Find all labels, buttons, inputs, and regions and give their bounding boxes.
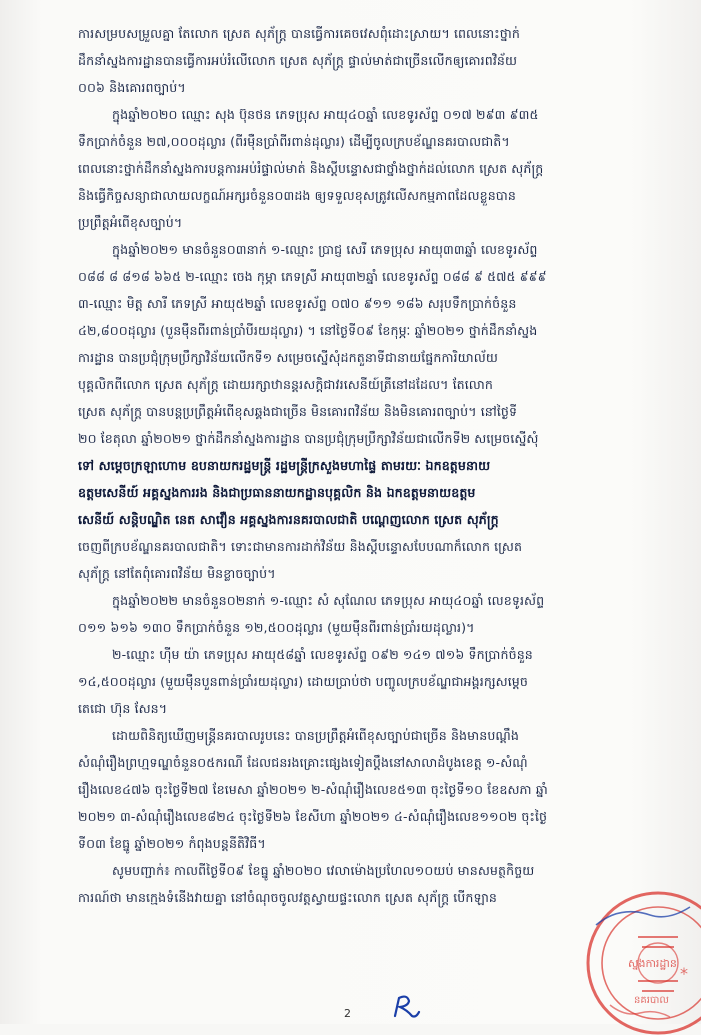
document-line: ក្នុងឆ្នាំ២០២១ មានចំនួន០៣នាក់ ១-ឈ្មោះ ប្រាជ្ញ សេរី ភេទប្រុស អាយុ៣៣ឆ្នាំ លេខទូរស័ព្ទ: [112, 242, 538, 257]
document-line: ០០៦ និងគោរពច្បាប់។: [78, 80, 186, 95]
document-line: ទី០៣ ខែធ្នូ ឆ្នាំ២០២១ កំពុងបន្តនីតិវិធី។: [78, 836, 266, 851]
signature-initial: [391, 992, 421, 1020]
document-line: ២០២១ ៣-សំណុំរឿងលេខ៨២៤ ចុះថ្ងៃទី២៦ ខែសីហា ឆ្នាំ២០២១ ៤-សំណុំរឿងលេខ១១០២ ចុះថ្ងៃ: [78, 809, 548, 824]
seal-text-top: ស្នងការដ្ឋាន: [628, 957, 677, 970]
document-line: សុភ័ក្រ្ត នៅតែពុំគោរពវិន័យ មិនខ្លាចច្បាប់។: [78, 566, 276, 581]
document-line: រឿងលេខ៤៧៦ ចុះថ្ងៃទី២៧ ខែមេសា ឆ្នាំ២០២១ ២-សំណុំរឿងលេខ៥១៣ ចុះថ្ងៃទី១០ ខែឧសភា ឆ្នាំ: [78, 782, 548, 797]
document-line: តេជោ ហ៊ុន សែន។: [78, 701, 168, 716]
document-line: ទឹកប្រាក់ចំនួន ២៧,០០០ដុល្លារ (ពីរម៉ឺនប្រាំពីរពាន់ដុល្លារ) ដើម្បីចូលក្របខ័ណ្ឌនគរបាលជាតិ។: [78, 134, 510, 149]
document-line: ក្នុងឆ្នាំ២០២០ ឈ្មោះ សុង ប៊ុនថន ភេទប្រុស អាយុ៤០ឆ្នាំ លេខទូរស័ព្ទ ០១៧ ២៩៣ ៩៣៥: [112, 107, 539, 122]
document-line: ពេលនោះថ្នាក់ដឹកនាំស្នងការបន្តការអប់រំផ្ទាល់មាត់ និងស្តីបន្ទោសជាថ្នាំងថ្នាក់ដល់លោក ស្រេត សុភ័ក្រ្ត: [78, 161, 544, 176]
document-line: សេនីយ៍ សន្តិបណ្ឌិត នេត សាវឿន អគ្គស្នងការនគរបាលជាតិ បណ្តេញលោក ស្រេត សុភ័ក្រ្ត: [78, 512, 499, 527]
svg-text:*: *: [680, 964, 688, 983]
document-line: ដោយពិនិត្យឃើញមន្ត្រីនគរបាលរូបនេះ បានប្រព្រឹត្តអំពើខុសច្បាប់ជាច្រើន និងមានបណ្តឹង: [112, 728, 519, 743]
document-line: ០៨៨ ៨ ៨១៨ ៦៦៥ ២-ឈ្មោះ ចេង កុម្ភា ភេទស្រី អាយុ៣២ឆ្នាំ លេខទូរស័ព្ទ ០៨៨ ៩ ៥៧៥ ៩៩៩: [78, 269, 547, 284]
document-line: ១៤,៥០០ដុល្លារ (មួយម៉ឺនបួនពាន់ប្រាំរយដុល្លារ) ដោយប្រាប់ថា បញ្ចូលក្របខ័ណ្ឌជាអង្គរក្សសម្តេច: [78, 674, 528, 689]
document-line: ទៅ សម្តេចក្រឡាហោម ឧបនាយករដ្ឋមន្ត្រី រដ្ឋមន្ត្រីក្រសួងមហាផ្ទៃ តាមរយៈ ឯកឧត្តមនាយ: [78, 458, 491, 473]
document-line: សំណុំរឿងព្រហ្មទណ្ឌចំនួន០៥ករណី ដែលជនរងគ្រោះផ្សេងទៀតប្តឹងនៅសាលាដំបូងខេត្ត ១-សំណុំ: [78, 755, 528, 770]
page-number: 2: [344, 1007, 351, 1020]
document-line: និងធ្វើកិច្ចសន្យាជាលាយលក្ខណ៍អក្សរចំនួន០៣ដង ឲ្យទទួលខុសត្រូវលើសកម្មភាពដែលខ្លួនបាន: [78, 188, 516, 203]
document-line: ប្រព្រឹត្តអំពើខុសច្បាប់។: [78, 215, 183, 230]
seal-text-bottom: នគរបាល: [634, 995, 669, 1006]
document-line: ក្នុងឆ្នាំ២០២២ មានចំនួន០២នាក់ ១-ឈ្មោះ សំ សុណែល ភេទប្រុស អាយុ៤០ឆ្នាំ លេខទូរស័ព្ទ: [112, 593, 545, 608]
document-line: ដឹកនាំស្នងការដ្ឋានបានធ្វើការអប់រំលើលោក ស្រេត សុភ័ក្រ្ត ផ្ទាល់មាត់ជាច្រើនលើកឲ្យគោរពវិន័យ: [78, 53, 518, 68]
document-line: ០១១ ៦១៦ ១៣០ ទឹកប្រាក់ចំនួន ១២,៥០០ដុល្លារ (មួយម៉ឺនពីរពាន់ប្រាំរយដុល្លារ)។: [78, 620, 475, 635]
document-line: ការដ្ឋាន បានប្រជុំក្រុមប្រឹក្សាវិន័យលើកទី១ សម្រេចស្នើសុំដកតួនាទីជានាយផ្នែកការិយាល័យ: [78, 350, 498, 365]
document-line: ស្រេត សុភ័ក្រ្ត បានបន្តប្រព្រឹត្តអំពើខុសឆ្គងជាច្រើន មិនគោរពវិន័យ និងមិនគោរពច្បាប់។ នៅថ្ងៃទី: [78, 404, 518, 419]
document-line: ២-ឈ្មោះ ហ៊ីម យ៉ា ភេទប្រុស អាយុ៥៨ឆ្នាំ លេខទូរស័ព្ទ ០៩២ ១៤១ ៧១៦ ទឹកប្រាក់ចំនួន: [112, 647, 533, 662]
document-line: ៤២,៨០០ដុល្លារ (បួនម៉ឺនពីរពាន់ប្រាំបីរយដុល្លារ) ។ នៅថ្ងៃទី០៩ ខែកុម្ភៈ ឆ្នាំ២០២១ ថ្នាក់ដឹកនាំស្នង: [78, 323, 538, 338]
document-line: ចេញពីក្របខ័ណ្ឌនគរបាលជាតិ។ ទោះជាមានការដាក់វិន័យ និងស្តីបន្ទោសបែបណាក៏លោក ស្រេត: [78, 539, 523, 554]
document-line: ការសម្របសម្រួលគ្នា តែលោក ស្រេត សុភ័ក្រ្ត បានធ្វើការគេចវេសពុំដោះស្រាយ។ ពេលនោះថ្នាក់: [78, 26, 520, 41]
document-line: ការណ៍ថា មានក្មេងទំនើងវាយគ្នា នៅចំណុចចូលវត្តស្វាយផ្ទះលោក ស្រេត សុភ័ក្រ្ត បើកឡាន: [78, 890, 498, 905]
document-body: [78, 20, 678, 911]
document-line: បុគ្គលិកពីលោក ស្រេត សុភ័ក្រ្ត ដោយរក្សាឋានន្តរសក្តិជាវរសេនីយ៍ត្រីនៅដដែល។ តែលោក: [78, 377, 493, 392]
document-line: ២០ ខែតុលា ឆ្នាំ២០២១ ថ្នាក់ដឹកនាំស្នងការដ្ឋាន បានប្រជុំក្រុមប្រឹក្សាវិន័យជាលើកទី២ សម្រេចស្នើសុំ: [78, 431, 539, 446]
document-line: សូមបញ្ជាក់៖ កាលពីថ្ងៃទី០៩ ខែធ្នូ ឆ្នាំ២០២០ វេលាម៉ោងប្រហែល១០យប់ មានសមត្ថកិច្ចយ: [112, 863, 535, 878]
document-line: ឧត្តមសេនីយ៍ អគ្គស្នងការរង និងជាប្រធាននាយកដ្ឋានបុគ្គលិក និង ឯកឧត្តមនាយឧត្តម: [78, 485, 476, 500]
official-seal: [580, 885, 701, 1035]
document-line: ៣-ឈ្មោះ មិត្ត សារី ភេទស្រី អាយុ៥២ឆ្នាំ លេខទូរស័ព្ទ ០៧០ ៩១១ ១៨៦ សរុបទឹកប្រាក់ចំនួន: [78, 296, 517, 311]
